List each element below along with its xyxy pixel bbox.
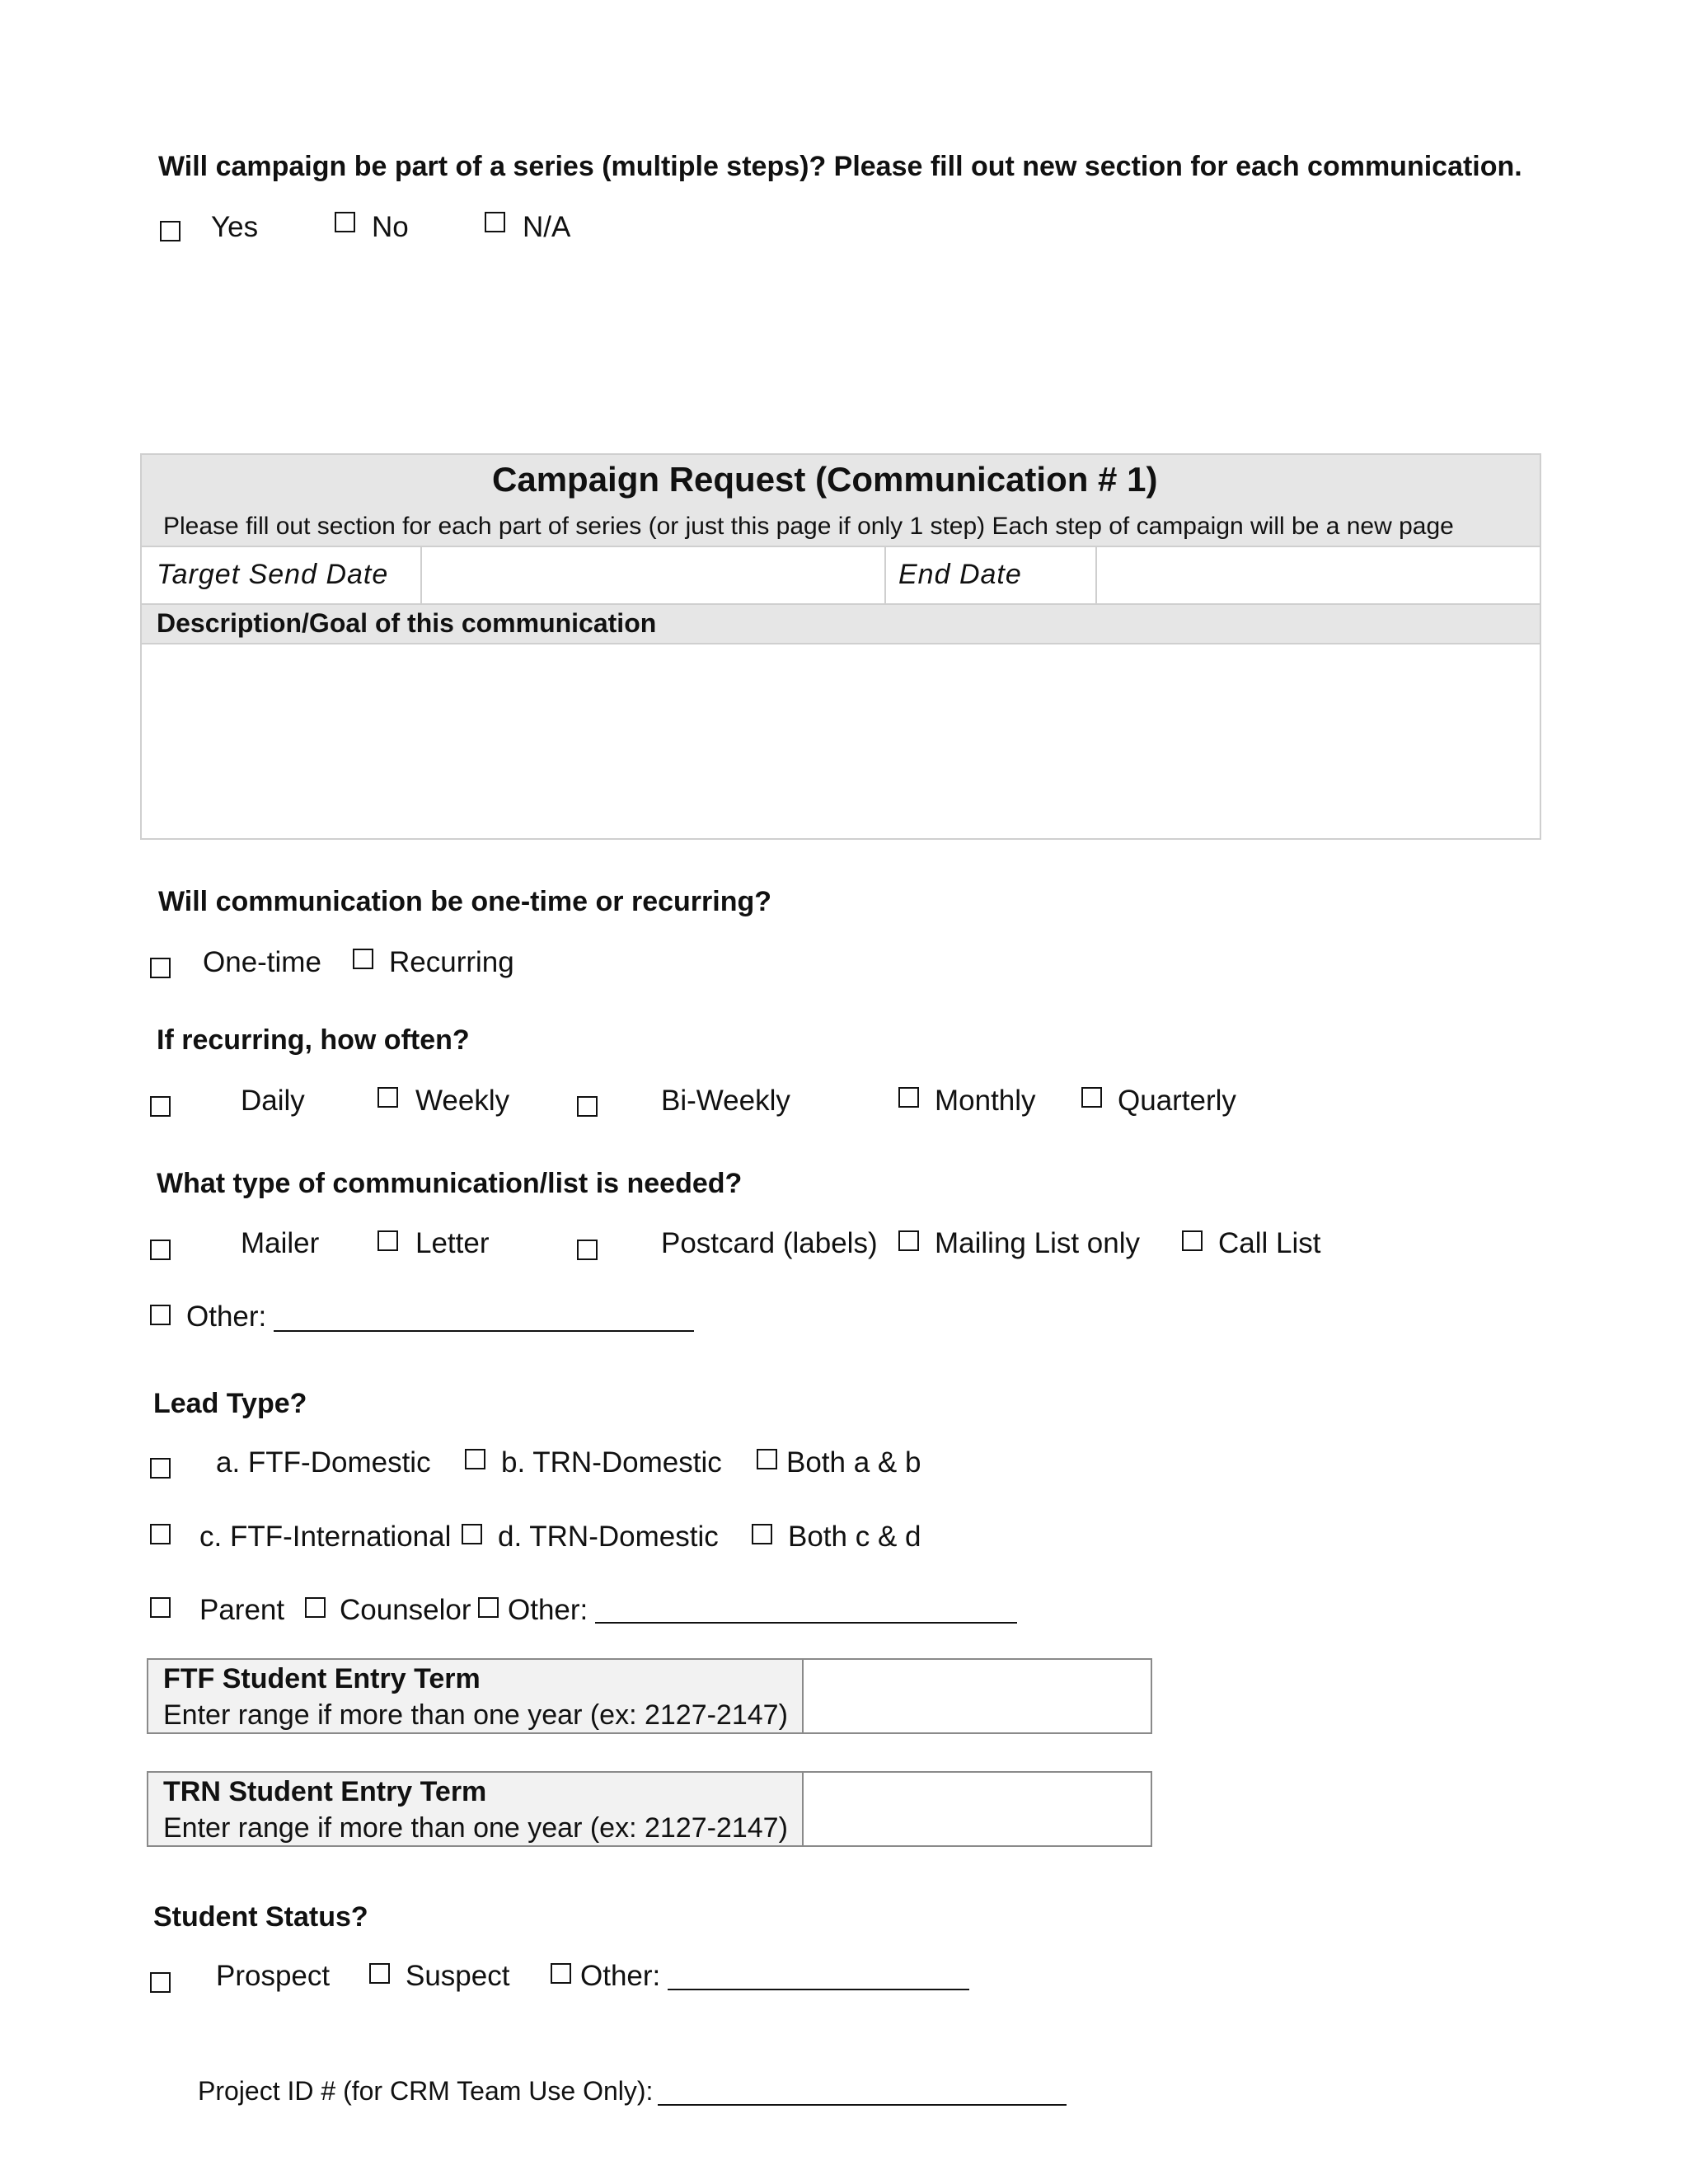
status-other-field[interactable] [668, 1989, 969, 1990]
campaign-title: Campaign Request (Communication # 1) [492, 460, 1158, 499]
ftf-entry-term-label-cell [148, 1660, 804, 1732]
ftf-international-checkbox[interactable] [150, 1524, 171, 1544]
project-id-label: Project ID # (for CRM Team Use Only): [198, 2076, 654, 2106]
trn-entry-term-title: TRN Student Entry Term [163, 1776, 487, 1807]
mailer-label: Mailer [241, 1227, 320, 1259]
suspect-label: Suspect [406, 1960, 510, 1992]
prospect-label: Prospect [216, 1960, 331, 1992]
comm-type-question: What type of communication/list is needed? [157, 1168, 743, 1199]
letter-label: Letter [415, 1227, 490, 1259]
weekly-checkbox[interactable] [377, 1087, 398, 1108]
mailing-list-checkbox[interactable] [898, 1230, 919, 1251]
ftf-domestic-checkbox[interactable] [150, 1458, 171, 1479]
bi-weekly-label: Bi-Weekly [661, 1085, 790, 1117]
description-header-row [142, 605, 1540, 644]
lead-other-label: Other: [508, 1594, 588, 1626]
mailer-checkbox[interactable] [150, 1240, 171, 1260]
comm-other-label: Other: [186, 1301, 267, 1333]
counselor-label: Counselor [340, 1594, 471, 1626]
bi-weekly-checkbox[interactable] [577, 1096, 598, 1117]
ftf-international-label: c. FTF-International [199, 1521, 452, 1553]
campaign-header [142, 455, 1540, 546]
series-no-label: No [372, 211, 409, 243]
project-id-field[interactable] [658, 2104, 1067, 2106]
recurring-label: Recurring [389, 946, 514, 978]
target-send-date-field[interactable] [424, 547, 882, 603]
trn-domestic-b-checkbox[interactable] [465, 1449, 485, 1469]
series-no-checkbox[interactable] [335, 212, 355, 232]
series-yes-checkbox[interactable] [160, 221, 181, 241]
lead-other-field[interactable] [595, 1622, 1017, 1624]
daily-checkbox[interactable] [150, 1096, 171, 1117]
status-other-checkbox[interactable] [551, 1963, 571, 1984]
trn-domestic-d-checkbox[interactable] [462, 1524, 482, 1544]
letter-checkbox[interactable] [377, 1230, 398, 1251]
frequency-question: Will communication be one-time or recurring? [158, 886, 771, 917]
lead-other-checkbox[interactable] [478, 1597, 499, 1618]
end-date-field[interactable] [1099, 547, 1536, 603]
series-question: Will campaign be part of a series (multiple steps)? Please fill out new section for each communication. [158, 151, 1522, 182]
target-send-date-label: Target Send Date [157, 559, 389, 590]
postcard-checkbox[interactable] [577, 1240, 598, 1260]
suspect-checkbox[interactable] [369, 1963, 390, 1984]
series-yes-label: Yes [211, 211, 259, 243]
mailing-list-label: Mailing List only [935, 1227, 1140, 1259]
dates-row [142, 546, 1540, 605]
ftf-entry-term-hint: Enter range if more than one year (ex: 2127-2147) [163, 1699, 788, 1731]
quarterly-label: Quarterly [1118, 1085, 1236, 1117]
call-list-checkbox[interactable] [1182, 1230, 1203, 1251]
counselor-checkbox[interactable] [305, 1597, 326, 1618]
description-field[interactable] [142, 644, 1540, 838]
ftf-entry-term-box [147, 1658, 1152, 1734]
both-c-d-checkbox[interactable] [752, 1524, 772, 1544]
monthly-label: Monthly [935, 1085, 1036, 1117]
student-status-question: Student Status? [153, 1901, 368, 1933]
ftf-entry-term-title: FTF Student Entry Term [163, 1663, 481, 1694]
series-na-checkbox[interactable] [485, 212, 505, 232]
recurring-question: If recurring, how often? [157, 1024, 470, 1056]
ftf-domestic-label: a. FTF-Domestic [216, 1446, 431, 1479]
one-time-label: One-time [203, 946, 321, 978]
both-c-d-label: Both c & d [788, 1521, 921, 1553]
quarterly-checkbox[interactable] [1081, 1087, 1102, 1108]
postcard-label: Postcard (labels) [661, 1227, 878, 1259]
comm-other-field[interactable] [274, 1330, 694, 1332]
end-date-label: End Date [898, 559, 1022, 590]
parent-checkbox[interactable] [150, 1597, 171, 1618]
status-other-label: Other: [580, 1960, 661, 1992]
recurring-checkbox[interactable] [353, 949, 373, 969]
trn-entry-term-label-cell [148, 1773, 804, 1845]
prospect-checkbox[interactable] [150, 1972, 171, 1993]
monthly-checkbox[interactable] [898, 1087, 919, 1108]
campaign-subtitle: Please fill out section for each part of series (or just this page if only 1 step) Each step of campaign will be a new page [163, 513, 1454, 540]
trn-domestic-d-label: d. TRN-Domestic [498, 1521, 719, 1553]
trn-entry-term-hint: Enter range if more than one year (ex: 2127-2147) [163, 1812, 788, 1844]
parent-label: Parent [199, 1594, 285, 1626]
weekly-label: Weekly [415, 1085, 510, 1117]
one-time-checkbox[interactable] [150, 958, 171, 978]
both-a-b-checkbox[interactable] [757, 1449, 777, 1469]
series-na-label: N/A [523, 211, 571, 243]
daily-label: Daily [241, 1085, 305, 1117]
description-label: Description/Goal of this communication [157, 608, 657, 638]
lead-type-question: Lead Type? [153, 1388, 307, 1419]
comm-other-checkbox[interactable] [150, 1305, 171, 1325]
trn-entry-term-box [147, 1771, 1152, 1847]
trn-domestic-b-label: b. TRN-Domestic [501, 1446, 722, 1479]
both-a-b-label: Both a & b [786, 1446, 921, 1479]
campaign-request-table [140, 453, 1541, 840]
ftf-entry-term-input[interactable] [804, 1660, 1150, 1732]
trn-entry-term-input[interactable] [804, 1773, 1150, 1844]
call-list-label: Call List [1218, 1227, 1321, 1259]
